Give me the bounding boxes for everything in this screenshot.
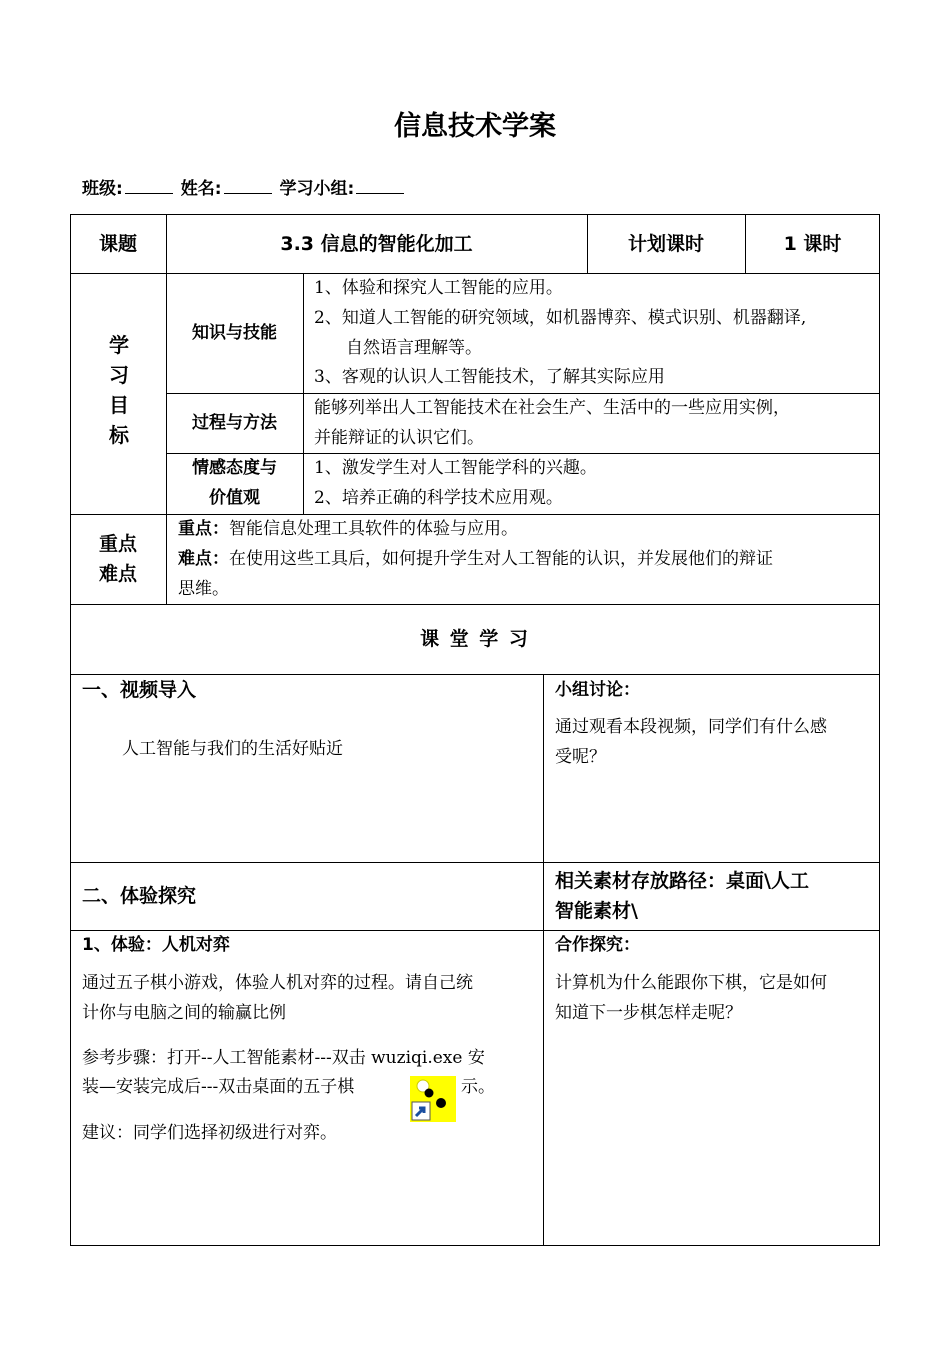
group-label: 学习小组:	[279, 179, 355, 199]
name-label: 姓名:	[180, 179, 222, 199]
process-line: 并能辩证的认识它们。	[314, 428, 484, 448]
material-path: 相关素材存放路径：桌面\人工	[555, 870, 809, 892]
experience-steps: 装—安装完成后---双击桌面的五子棋	[82, 1077, 355, 1097]
process-line: 能够列举出人工智能技术在社会生产、生活中的一些应用实例，	[314, 398, 790, 418]
col-divider	[543, 674, 544, 1246]
difficulty-label: 难点：	[178, 549, 229, 569]
col-divider	[303, 273, 304, 514]
row-divider	[70, 604, 880, 605]
experience-steps-tail: 示。	[461, 1077, 495, 1097]
process-label: 过程与方法	[192, 413, 277, 433]
key-label: 重点：	[178, 519, 229, 539]
group-discussion-title: 小组讨论：	[555, 680, 640, 700]
key-point	[178, 514, 518, 544]
cooperation-text: 知道下一步棋怎样走呢？	[555, 1003, 742, 1023]
knowledge-item: 自然语言理解等。	[346, 338, 482, 358]
keypoints-label: 难点	[98, 563, 137, 585]
experience-steps: 参考步骤：打开--人工智能素材---双击 wuziqi.exe 安	[82, 1048, 485, 1068]
gomoku-icon	[410, 1076, 456, 1122]
cooperation-text: 计算机为什么能跟你下棋，它是如何	[555, 973, 827, 993]
material-path-cont: 智能素材\	[555, 900, 638, 922]
experience-suggest: 建议：同学们选择初级进行对弈。	[82, 1123, 337, 1143]
plan-value: 1 课时	[783, 233, 842, 255]
goals-label: 学习目标	[109, 333, 129, 447]
classroom-title: 课 堂 学 习	[420, 628, 530, 650]
group-discussion-text: 通过观看本段视频，同学们有什么感	[555, 717, 827, 737]
keypoints-label: 重点	[98, 533, 137, 555]
topic-value: 3.3 信息的智能化加工	[280, 233, 473, 255]
emotion-item: 2、培养正确的科学技术应用观。	[314, 488, 563, 508]
group-discussion-text: 受呢？	[555, 747, 606, 767]
name-blank[interactable]	[224, 179, 272, 194]
cooperation-title: 合作探究：	[555, 935, 640, 955]
key-text: 智能信息处理工具软件的体验与应用。	[229, 519, 518, 539]
class-blank[interactable]	[125, 179, 173, 194]
section-video-title: 一、视频导入	[82, 679, 197, 701]
gomoku-shortcut-icon[interactable]	[410, 1076, 456, 1122]
difficulty-text-cont: 思维。	[178, 579, 229, 599]
emotion-label: 价值观	[209, 488, 260, 508]
topic-label: 课题	[98, 233, 137, 255]
knowledge-item: 2、知道人工智能的研究领域，如机器博弈、模式识别、机器翻译,	[314, 308, 807, 328]
knowledge-item: 1、体验和探究人工智能的应用。	[314, 278, 563, 298]
difficulty-text: 在使用这些工具后，如何提升学生对人工智能的认识，并发展他们的辩证	[229, 549, 773, 569]
emotion-item: 1、激发学生对人工智能学科的兴趣。	[314, 458, 597, 478]
group-blank[interactable]	[356, 179, 404, 194]
row-divider	[70, 862, 880, 863]
page-title: 信息技术学案	[394, 111, 556, 142]
difficulty-point	[178, 544, 773, 574]
section-explore-title: 二、体验探究	[82, 885, 197, 907]
plan-label: 计划课时	[627, 233, 704, 255]
student-info-line	[82, 174, 406, 199]
class-label: 班级:	[82, 179, 123, 199]
knowledge-item: 3、客观的认识人工智能技术，了解其实际应用	[314, 367, 665, 387]
experience-desc: 通过五子棋小游戏，体验人机对弈的过程。请自己统	[82, 973, 473, 993]
experience-desc: 计你与电脑之间的输赢比例	[82, 1003, 286, 1023]
knowledge-label: 知识与技能	[192, 323, 277, 343]
section-video-content: 人工智能与我们的生活好贴近	[122, 739, 343, 759]
emotion-label: 情感态度与	[192, 458, 277, 478]
experience-title: 1、体验：人机对弈	[82, 935, 230, 955]
